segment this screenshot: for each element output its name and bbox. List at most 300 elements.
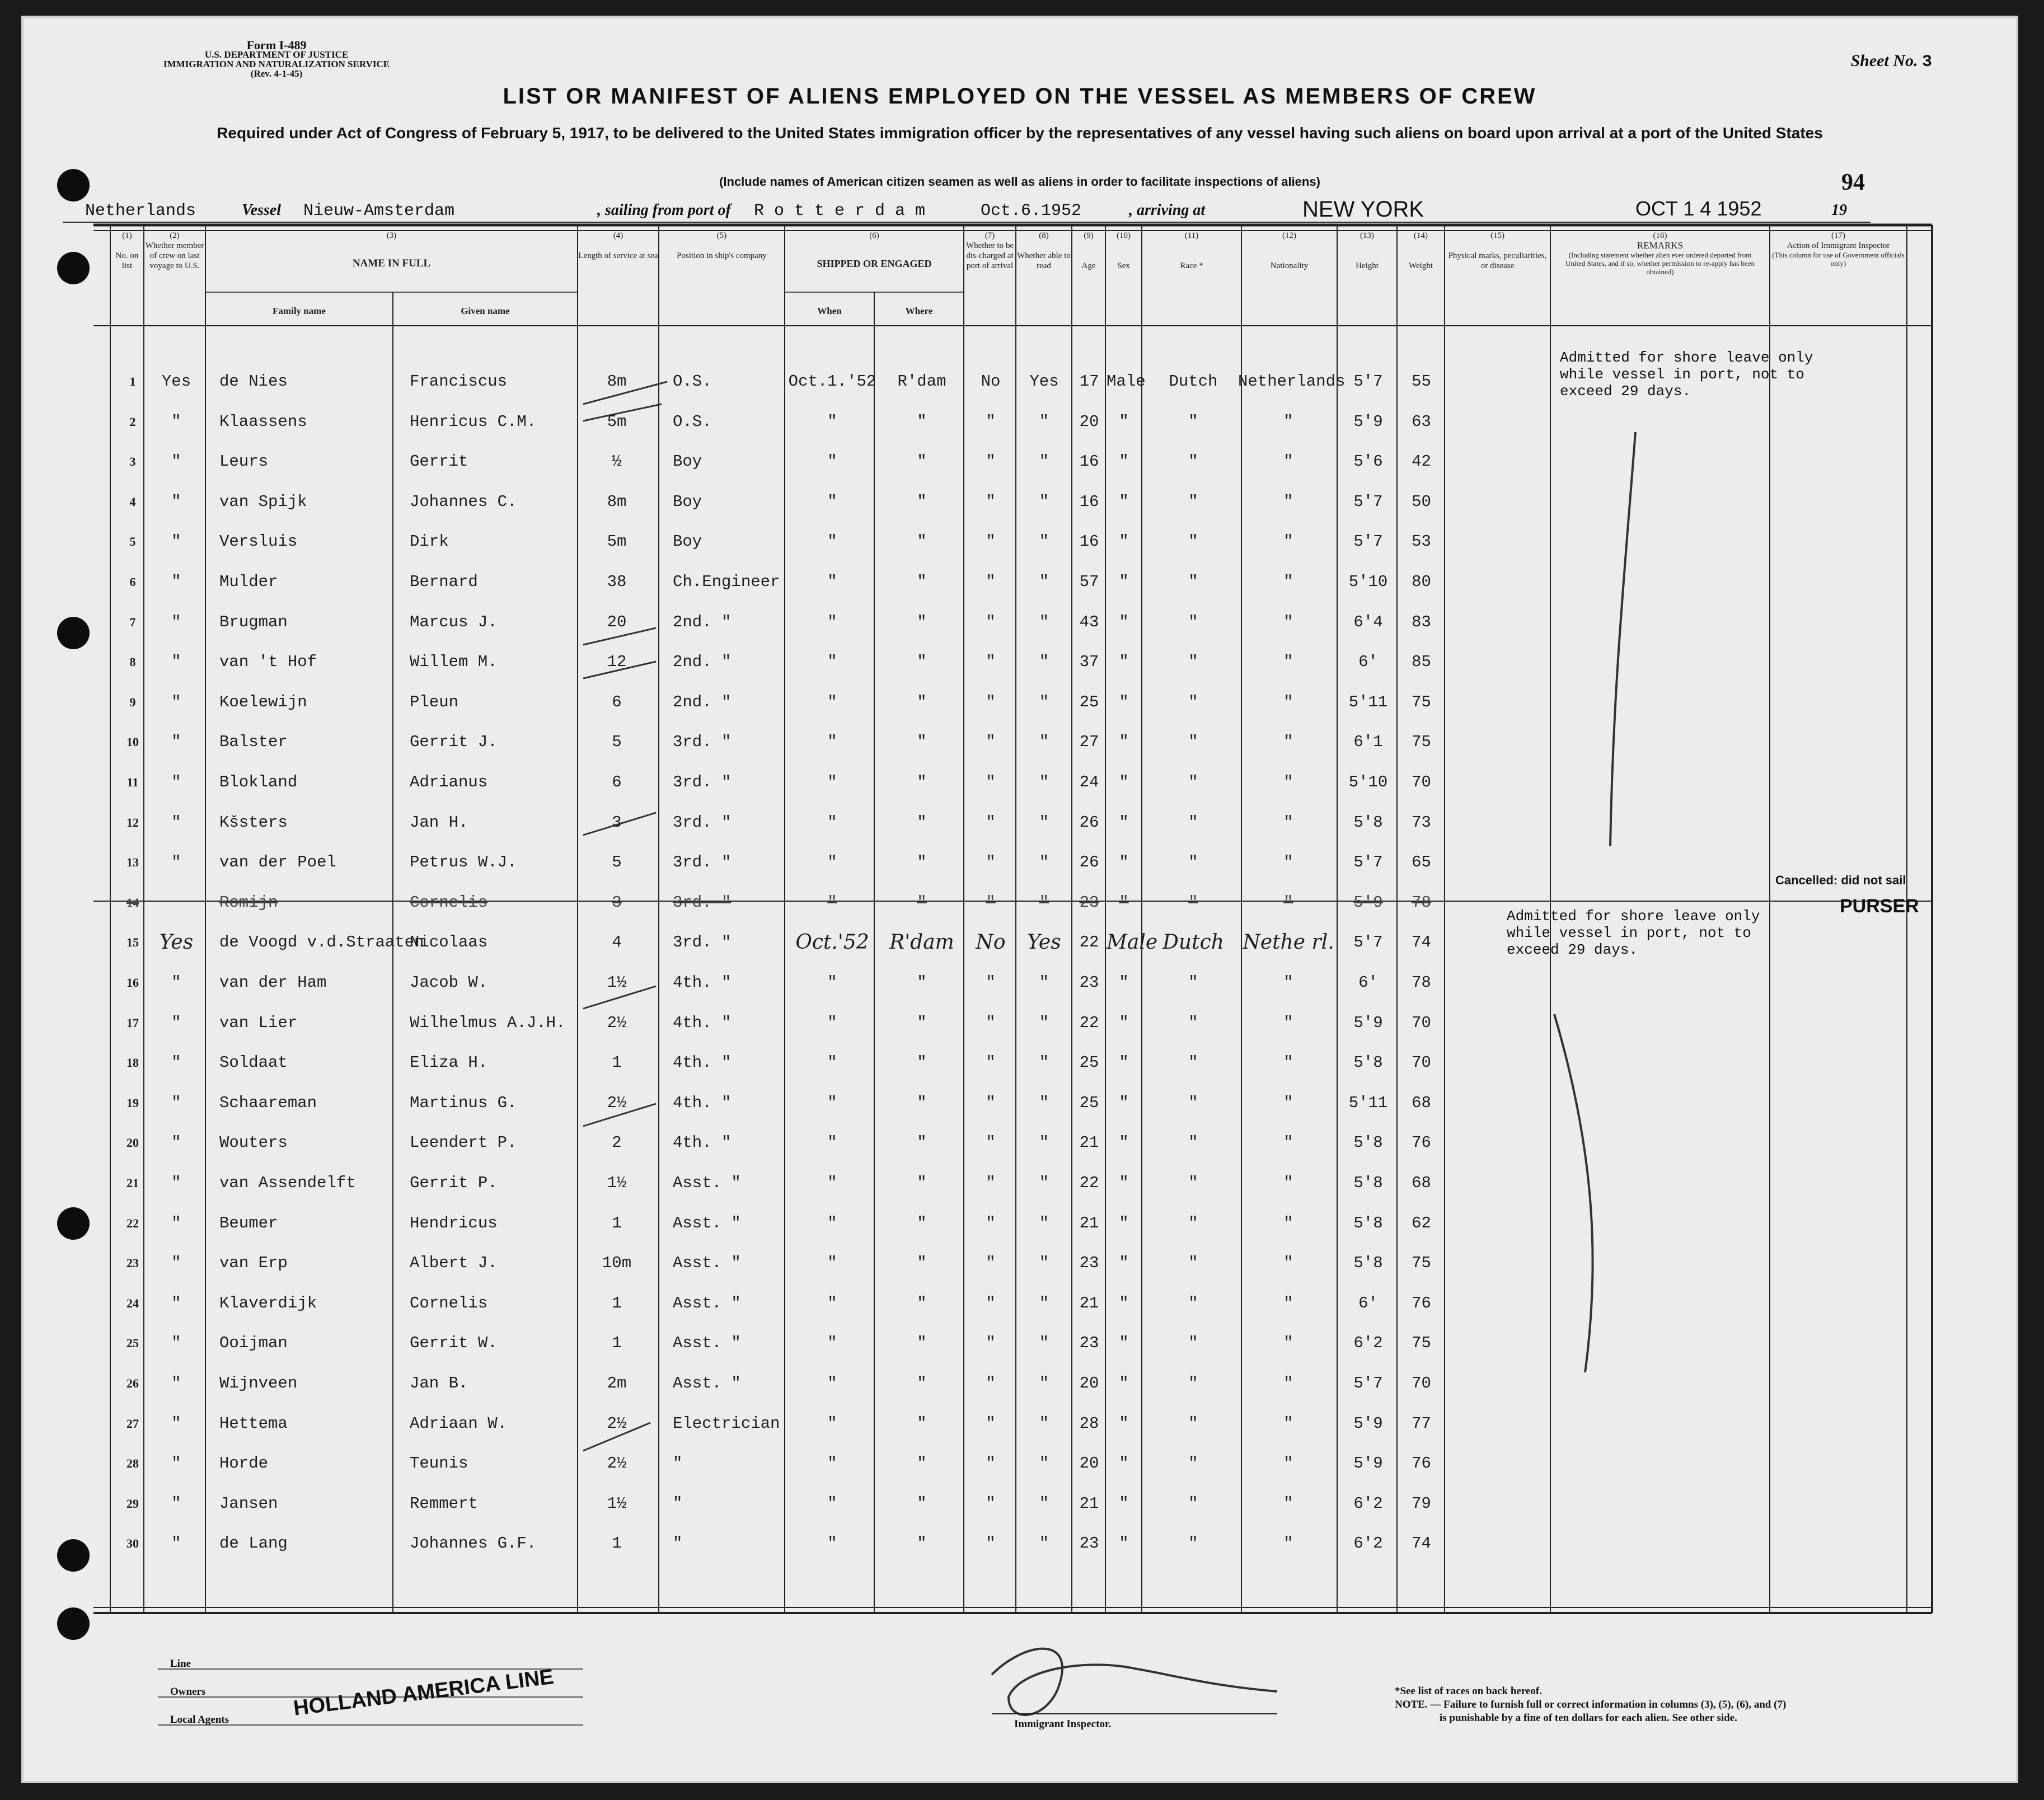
col5-header: (5) Position in ship's company (677, 231, 767, 260)
row-17-age: 22 (1079, 1013, 1099, 1032)
row-19-position: 4th. " (673, 1093, 732, 1112)
departure-port: R o t t e r d a m (754, 201, 926, 221)
row-18-position: 4th. " (673, 1053, 732, 1072)
row-2-when: " (827, 412, 837, 431)
row-19-age: 25 (1079, 1093, 1099, 1112)
row-4-read: " (1039, 492, 1049, 511)
row-23-position: Asst. " (673, 1254, 741, 1273)
row-16-when: " (827, 973, 837, 992)
row-9-race: " (1188, 692, 1198, 711)
row-2-sex: " (1119, 412, 1129, 431)
row-17-sex: " (1119, 1013, 1129, 1032)
row-9-no: 9 (129, 695, 136, 709)
row-5-weight: 53 (1412, 532, 1431, 551)
row-3-last: " (171, 452, 181, 471)
row-27-length: 2½ (607, 1414, 627, 1433)
row-3-nat: " (1283, 452, 1293, 471)
row-6-race: " (1188, 573, 1198, 591)
row-20-disch: " (986, 1133, 996, 1152)
row-9-last: " (171, 692, 181, 711)
row-10-sex: " (1119, 733, 1129, 752)
row-17-length: 2½ (607, 1013, 627, 1032)
row-26-disch: " (986, 1374, 996, 1393)
row-20-family: Wouters (219, 1133, 288, 1152)
row-6-nat: " (1283, 573, 1293, 591)
row-3-read: " (1039, 452, 1049, 471)
row-14-read: " (1039, 893, 1049, 912)
row-15-weight: 74 (1412, 933, 1431, 952)
row-3-family: Leurs (219, 452, 269, 471)
row-25-when: " (827, 1334, 837, 1353)
arrival-date: OCT 1 4 1952 (1635, 197, 1762, 220)
row-1-last: Yes (161, 372, 191, 391)
row-21-no: 21 (126, 1176, 139, 1190)
row-22-position: Asst. " (673, 1213, 741, 1232)
row-17-when: " (827, 1013, 837, 1032)
col8-header: (8) Whether able to read (1017, 231, 1071, 270)
row-15-when: Oct.'52 (795, 931, 869, 954)
row-24-sex: " (1119, 1293, 1129, 1312)
row-10-nat: " (1283, 733, 1293, 752)
row-25-where: " (917, 1334, 927, 1353)
row-21-read: " (1039, 1174, 1049, 1192)
sailing-label: , sailing from port of (597, 201, 731, 219)
row-3-disch: " (986, 452, 996, 471)
sheet-label: Sheet No. (1850, 51, 1918, 70)
local-agents-label: Local Agents (170, 1714, 229, 1726)
row-7-where: " (917, 612, 927, 631)
row-13-last: " (171, 853, 181, 872)
row-8-when: " (827, 653, 837, 672)
row-10-last: " (171, 733, 181, 752)
row-19-when: " (827, 1093, 837, 1112)
row-19-length: 2½ (607, 1093, 627, 1112)
row-10-race: " (1188, 733, 1198, 752)
row-29-length: 1½ (607, 1494, 627, 1513)
row-12-where: " (917, 813, 927, 832)
row-29-given: Remmert (410, 1494, 478, 1513)
row-2-where: " (917, 412, 927, 431)
row-6-age: 57 (1079, 573, 1099, 591)
row-3-no: 3 (129, 454, 136, 469)
row-19-given: Martinus G. (410, 1093, 517, 1112)
row-16-disch: " (986, 973, 996, 992)
row-28-height: 5'9 (1353, 1454, 1383, 1473)
row-27-disch: " (986, 1414, 996, 1433)
row-12-read: " (1039, 813, 1049, 832)
row-30-family: de Lang (219, 1534, 288, 1553)
row-10-weight: 75 (1412, 733, 1431, 752)
row-21-disch: " (986, 1174, 996, 1192)
row-26-weight: 70 (1412, 1374, 1431, 1393)
row-2-age: 20 (1079, 412, 1099, 431)
row-5-last: " (171, 532, 181, 551)
row-21-age: 22 (1079, 1174, 1099, 1192)
row-15-height: 5'7 (1353, 933, 1383, 952)
row-13-when: " (827, 853, 837, 872)
holland-america-stamp: HOLLAND AMERICA LINE (292, 1665, 555, 1721)
row-30-last: " (171, 1534, 181, 1553)
row-6-last: " (171, 573, 181, 591)
row-26-age: 20 (1079, 1374, 1099, 1393)
row-23-length: 10m (602, 1254, 632, 1273)
family-name-header: Family name (273, 306, 326, 316)
row-6-read: " (1039, 573, 1049, 591)
row-18-last: " (171, 1053, 181, 1072)
col1-header: (1) No. on list (115, 231, 139, 270)
row-22-read: " (1039, 1213, 1049, 1232)
row-10-family: Balster (219, 733, 288, 752)
row-16-read: " (1039, 973, 1049, 992)
row-11-read: " (1039, 773, 1049, 791)
row-10-no: 10 (126, 735, 139, 749)
row-15-family: de Voogd v.d.Straaten (219, 933, 424, 952)
row-23-read: " (1039, 1254, 1049, 1273)
row-11-race: " (1188, 773, 1198, 791)
row-30-length: 1 (612, 1534, 622, 1553)
row-9-given: Pleun (410, 692, 459, 711)
row-10-height: 6'1 (1353, 733, 1383, 752)
row-6-height: 5'10 (1348, 573, 1388, 591)
where-header: Where (905, 306, 933, 316)
manifest-sheet (21, 16, 2018, 1783)
row-28-family: Horde (219, 1454, 269, 1473)
row-26-length: 2m (607, 1374, 627, 1393)
row-12-height: 5'8 (1353, 813, 1383, 832)
row-8-race: " (1188, 653, 1198, 672)
row-7-family: Brugman (219, 612, 288, 631)
arriving-label: , arriving at (1129, 201, 1206, 219)
row-11-nat: " (1283, 773, 1293, 791)
row-15-where: R'dam (889, 931, 954, 954)
row-10-position: 3rd. " (673, 733, 732, 752)
row-14-where: " (917, 893, 927, 912)
row-28-no: 28 (126, 1456, 139, 1471)
row-20-length: 2 (612, 1133, 622, 1152)
row-8-length: 12 (607, 653, 627, 672)
row-7-age: 43 (1079, 612, 1099, 631)
row-17-read: " (1039, 1013, 1049, 1032)
row-14-given: Cornelis (410, 893, 488, 912)
row-18-when: " (827, 1053, 837, 1072)
row-13-nat: " (1283, 853, 1293, 872)
row-17-race: " (1188, 1013, 1198, 1032)
row-19-family: Schaareman (219, 1093, 317, 1112)
col7-header: (7) Whether to be dis-charged at port of arrival (966, 231, 1014, 270)
row-5-position: Boy (673, 532, 702, 551)
row-7-height: 6'4 (1353, 612, 1383, 631)
row-18-nat: " (1283, 1053, 1293, 1072)
row-29-where: " (917, 1494, 927, 1513)
row-7-read: " (1039, 612, 1049, 631)
col3-header: (3) (386, 231, 397, 240)
row-22-nat: " (1283, 1213, 1293, 1232)
row-14-sex: " (1119, 893, 1129, 912)
row-12-nat: " (1283, 813, 1293, 832)
row-17-where: " (917, 1013, 927, 1032)
row-27-family: Hettema (219, 1414, 288, 1433)
row-28-when: " (827, 1454, 837, 1473)
row-16-weight: 78 (1412, 973, 1431, 992)
row-29-nat: " (1283, 1494, 1293, 1513)
row-8-disch: " (986, 653, 996, 672)
row-15-no: 15 (126, 935, 139, 950)
row-29-disch: " (986, 1494, 996, 1513)
row-13-race: " (1188, 853, 1198, 872)
row-1-age: 17 (1079, 372, 1099, 391)
row-28-weight: 76 (1412, 1454, 1431, 1473)
row-21-family: van Assendelft (219, 1174, 356, 1192)
row-3-age: 16 (1079, 452, 1099, 471)
row-24-weight: 76 (1412, 1293, 1431, 1312)
row-4-nat: " (1283, 492, 1293, 511)
row-1-weight: 55 (1412, 372, 1431, 391)
row-19-sex: " (1119, 1093, 1129, 1112)
row-7-given: Marcus J. (410, 612, 498, 631)
row-28-given: Teunis (410, 1454, 468, 1473)
row-26-sex: " (1119, 1374, 1129, 1393)
row-21-height: 5'8 (1353, 1174, 1383, 1192)
row-13-where: " (917, 853, 927, 872)
row-4-weight: 50 (1412, 492, 1431, 511)
row-5-no: 5 (129, 535, 136, 549)
row-6-where: " (917, 573, 927, 591)
row-22-age: 21 (1079, 1213, 1099, 1232)
row-30-race: " (1188, 1534, 1198, 1553)
row-22-disch: " (986, 1213, 996, 1232)
row-17-position: 4th. " (673, 1013, 732, 1032)
row-8-family: van 't Hof (219, 653, 317, 672)
row-18-disch: " (986, 1053, 996, 1072)
row-23-where: " (917, 1254, 927, 1273)
row-30-age: 23 (1079, 1534, 1099, 1553)
row-14-no: 14 (126, 895, 139, 910)
row-30-sex: " (1119, 1534, 1129, 1553)
row-8-no: 8 (129, 655, 136, 669)
row-18-given: Eliza H. (410, 1053, 488, 1072)
row-27-age: 28 (1079, 1414, 1099, 1433)
row-25-sex: " (1119, 1334, 1129, 1353)
row-18-height: 5'8 (1353, 1053, 1383, 1072)
row-13-age: 26 (1079, 853, 1099, 872)
row-21-length: 1½ (607, 1174, 627, 1192)
row-11-no: 11 (126, 775, 139, 789)
row-5-given: Dirk (410, 532, 449, 551)
col4-header: (4) Length of service at sea (578, 231, 658, 260)
row-4-where: " (917, 492, 927, 511)
page-number: 94 (1841, 170, 1865, 195)
row-25-height: 6'2 (1353, 1334, 1383, 1353)
row-29-race: " (1188, 1494, 1198, 1513)
row-16-where: " (917, 973, 927, 992)
row-6-length: 38 (607, 573, 627, 591)
row-29-age: 21 (1079, 1494, 1099, 1513)
row-20-race: " (1188, 1133, 1198, 1152)
row-25-nat: " (1283, 1334, 1293, 1353)
row-4-length: 8m (607, 492, 627, 511)
row-24-height: 6' (1358, 1293, 1378, 1312)
row-23-disch: " (986, 1254, 996, 1273)
row-27-position: Electrician (673, 1414, 780, 1433)
row-23-last: " (171, 1254, 181, 1273)
row-16-given: Jacob W. (410, 973, 488, 992)
row-6-sex: " (1119, 573, 1129, 591)
row-14-height: 5'9 (1353, 893, 1383, 912)
row-14-race: " (1188, 893, 1198, 912)
row-25-no: 25 (126, 1336, 139, 1351)
row-10-where: " (917, 733, 927, 752)
row-15-disch: No (976, 931, 1006, 954)
row-2-given: Henricus C.M. (410, 412, 537, 431)
name-in-full: NAME IN FULL (352, 257, 431, 269)
row-29-height: 6'2 (1353, 1494, 1383, 1513)
row-2-position: O.S. (673, 412, 712, 431)
row-5-where: " (917, 532, 927, 551)
owners-label: Owners (170, 1686, 206, 1698)
col17-header: (17) Action of Immigrant Inspector (This column for use of Government officials only) (1772, 231, 1905, 268)
row-17-given: Wilhelmus A.J.H. (410, 1013, 566, 1032)
row-11-family: Blokland (219, 773, 298, 791)
row-23-sex: " (1119, 1254, 1129, 1273)
row-10-when: " (827, 733, 837, 752)
row-13-length: 5 (612, 853, 622, 872)
row-16-race: " (1188, 973, 1198, 992)
row-6-no: 6 (129, 575, 136, 589)
row-25-position: Asst. " (673, 1334, 741, 1353)
departure-date: Oct.6.1952 (981, 201, 1082, 221)
row-1-disch: No (981, 372, 1001, 391)
row-27-sex: " (1119, 1414, 1129, 1433)
row-12-length: 3 (612, 813, 622, 832)
row-28-read: " (1039, 1454, 1049, 1473)
remark-row-15: Admitted for shore leave only while vessel in port, not to exceed 29 days. (1507, 908, 1760, 958)
row-11-given: Adrianus (410, 773, 488, 791)
row-17-weight: 70 (1412, 1013, 1431, 1032)
row-12-last: " (171, 813, 181, 832)
row-27-no: 27 (126, 1416, 139, 1431)
row-16-family: van der Ham (219, 973, 327, 992)
row-3-sex: " (1119, 452, 1129, 471)
row-26-family: Wijnveen (219, 1374, 298, 1393)
row-13-disch: " (986, 853, 996, 872)
row-27-weight: 77 (1412, 1414, 1431, 1433)
row-8-sex: " (1119, 653, 1129, 672)
row-24-read: " (1039, 1293, 1049, 1312)
row-20-age: 21 (1079, 1133, 1099, 1152)
col14-header: (14) Weight (1409, 231, 1433, 270)
row-19-read: " (1039, 1093, 1049, 1112)
row-24-when: " (827, 1293, 837, 1312)
row-28-sex: " (1119, 1454, 1129, 1473)
row-22-when: " (827, 1213, 837, 1232)
row-5-family: Versluis (219, 532, 298, 551)
row-15-nat: Nethe rl. (1243, 931, 1334, 954)
row-25-age: 23 (1079, 1334, 1099, 1353)
row-2-nat: " (1283, 412, 1293, 431)
row-4-family: van Spijk (219, 492, 307, 511)
arrival-port: NEW YORK (1302, 197, 1424, 222)
row-15-position: 3rd. " (673, 933, 732, 952)
row-15-given: Nicolaas (410, 933, 488, 952)
row-22-sex: " (1119, 1213, 1129, 1232)
row-15-last: Yes (159, 931, 194, 954)
row-2-height: 5'9 (1353, 412, 1383, 431)
row-1-no: 1 (129, 374, 136, 388)
row-16-last: " (171, 973, 181, 992)
row-27-where: " (917, 1414, 927, 1433)
row-4-when: " (827, 492, 837, 511)
row-8-last: " (171, 653, 181, 672)
row-20-position: 4th. " (673, 1133, 732, 1152)
row-2-race: " (1188, 412, 1198, 431)
row-19-last: " (171, 1093, 181, 1112)
vessel-label: Vessel (242, 201, 281, 219)
col16-header: (16) REMARKS (Including statement whether alien ever ordered deported from United States, and if so, whether permission to re-apply has been obtained) (1565, 231, 1755, 276)
row-13-height: 5'7 (1353, 853, 1383, 872)
col2-header: (2) Whether member of crew on last voyage to U.S. (145, 231, 204, 270)
row-26-height: 5'7 (1353, 1374, 1383, 1393)
row-7-disch: " (986, 612, 996, 631)
row-12-sex: " (1119, 813, 1129, 832)
row-26-race: " (1188, 1374, 1198, 1393)
row-30-weight: 74 (1412, 1534, 1431, 1553)
row-10-read: " (1039, 733, 1049, 752)
row-9-disch: " (986, 692, 996, 711)
row-23-given: Albert J. (410, 1254, 498, 1273)
row-20-nat: " (1283, 1133, 1293, 1152)
row-22-length: 1 (612, 1213, 622, 1232)
row-30-where: " (917, 1534, 927, 1553)
row-17-family: van Lier (219, 1013, 298, 1032)
row-16-nat: " (1283, 973, 1293, 992)
row-19-disch: " (986, 1093, 996, 1112)
row-20-height: 5'8 (1353, 1133, 1383, 1152)
service: IMMIGRATION AND NATURALIZATION SERVICE (163, 59, 390, 69)
row-28-where: " (917, 1454, 927, 1473)
row-3-race: " (1188, 452, 1198, 471)
row-16-sex: " (1119, 973, 1129, 992)
row-19-no: 19 (126, 1095, 139, 1110)
row-10-given: Gerrit J. (410, 733, 498, 752)
race-note: *See list of races on back hereof. (1395, 1685, 1542, 1697)
row-21-sex: " (1119, 1174, 1129, 1192)
row-11-where: " (917, 773, 927, 791)
row-5-length: 5m (607, 532, 627, 551)
row-28-race: " (1188, 1454, 1198, 1473)
row-6-disch: " (986, 573, 996, 591)
row-6-weight: 80 (1412, 573, 1431, 591)
row-1-race: Dutch (1169, 372, 1218, 391)
row-2-last: " (171, 412, 181, 431)
row-14-nat: " (1283, 893, 1293, 912)
row-27-read: " (1039, 1414, 1049, 1433)
row-17-nat: " (1283, 1013, 1293, 1032)
row-28-position: " (673, 1454, 683, 1473)
row-28-length: 2½ (607, 1454, 627, 1473)
row-5-height: 5'7 (1353, 532, 1383, 551)
row-26-when: " (827, 1374, 837, 1393)
row-24-race: " (1188, 1293, 1198, 1312)
row-2-disch: " (986, 412, 996, 431)
row-9-when: " (827, 692, 837, 711)
department: U.S. DEPARTMENT OF JUSTICE (204, 49, 349, 60)
row-28-age: 20 (1079, 1454, 1099, 1473)
row-10-length: 5 (612, 733, 622, 752)
row-15-read: Yes (1027, 931, 1061, 954)
row-22-given: Hendricus (410, 1213, 498, 1232)
row-16-age: 23 (1079, 973, 1099, 992)
row-24-last: " (171, 1293, 181, 1312)
